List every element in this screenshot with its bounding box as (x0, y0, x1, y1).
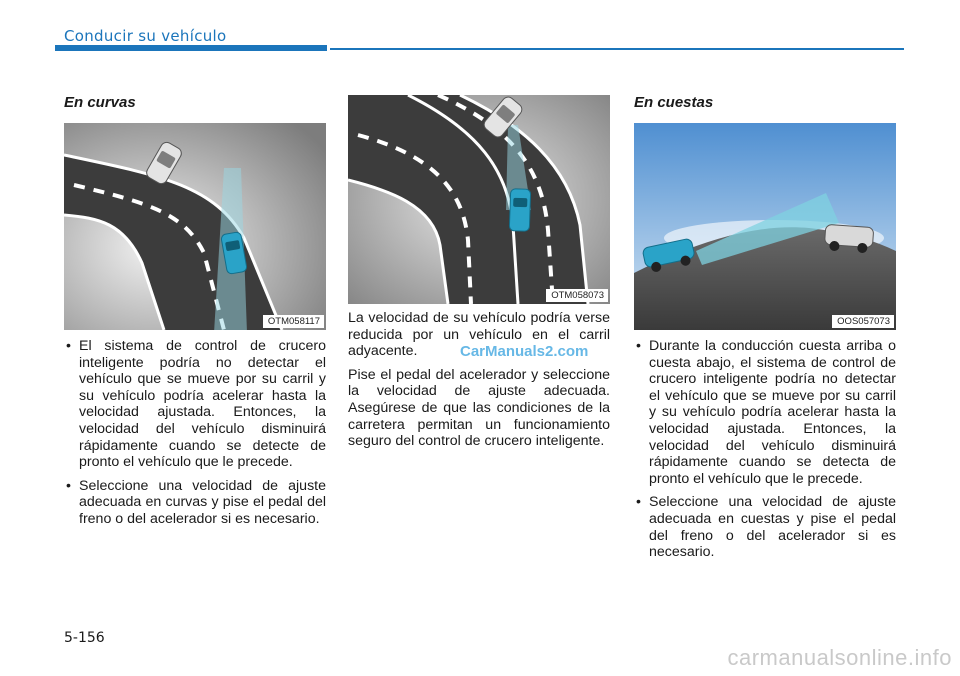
subheading-curves: En curvas (64, 94, 136, 111)
subheading-hills: En cuestas (634, 94, 714, 111)
header-rule-thick (55, 45, 327, 51)
curve-road-image (64, 123, 326, 330)
page-number: 5-156 (64, 630, 105, 646)
bullet-item: • Seleccione una velocidad de ajuste adecuada en cuestas y pise el pedal del freno o del acelerador si es necesario. (634, 494, 896, 560)
hill-scene-image (634, 123, 896, 330)
figure-code: OTM058117 (263, 315, 324, 328)
col3-text (634, 338, 896, 568)
watermark: CarManuals2.com (460, 343, 589, 360)
bullet-item: • Seleccione una velocidad de ajuste adecuada en curvas y pise el pedal del freno o del acelerador si es necesario. (64, 478, 326, 528)
col2-text (348, 310, 610, 457)
figure-adjacent-lane-illustration (348, 95, 610, 304)
section-title: Conducir su vehículo (64, 27, 227, 45)
footer-watermark: carmanualsonline.info (727, 645, 952, 670)
paragraph: La velocidad de su vehículo podría verse reducida por un vehículo en el carril adyacente. (348, 310, 610, 360)
figure-code: OOS057073 (832, 315, 894, 328)
bullet-item: • El sistema de control de crucero inteligente podría no detectar el vehículo que se mueve por su carril y su vehículo podría acelerar hasta la velocidad ajustada. Entonces, la velocidad del vehículo disminuirá rápidamente cuando se detecte de pronto el vehículo que le precede. (64, 338, 326, 471)
paragraph: Pise el pedal del acelerador y seleccione la velocidad de ajuste adecuada. Asegúrese de que las condiciones de la carretera permitan un funcionamiento seguro del control de crucero inteligente. (348, 366, 610, 450)
header-rule-thin (330, 48, 904, 50)
figure-code: OTM058073 (546, 289, 608, 302)
col1-text (64, 338, 326, 535)
adjacent-lane-road-image (348, 95, 610, 304)
bullet-item: • Durante la conducción cuesta arriba o cuesta abajo, el sistema de control de crucero inteligente podría no detectar el vehículo que se mueve por su carril y su vehículo podría acelerar hasta la velocidad ajustada. Entonces, la velocidad del vehículo disminuirá rápidamente cuando se detecta de pronto el vehículo que le precede. (634, 338, 896, 487)
figure-hill-illustration (634, 123, 896, 330)
own-car-icon (509, 189, 530, 232)
figure-curve-illustration (64, 123, 326, 330)
